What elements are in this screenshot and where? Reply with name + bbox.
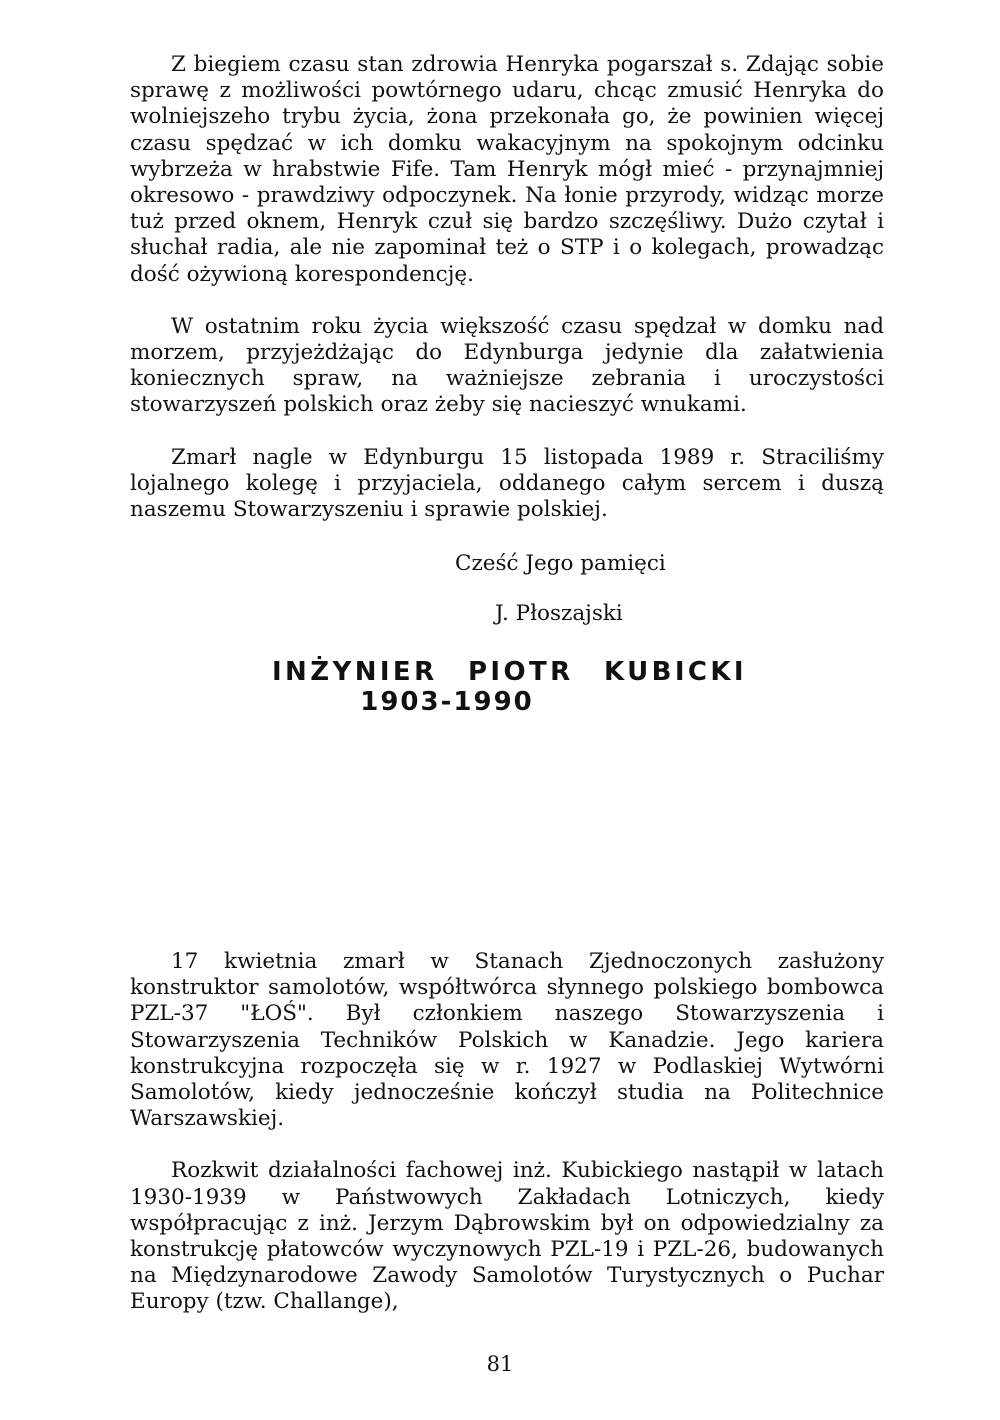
paragraph-health: Z biegiem czasu stan zdrowia Henryka pogarszał s. Zdając sobie sprawę z możliwości powtórnego udaru, chcąc zmusić Henryka do wolniejszeho trybu życia, żona przekonała go, że powinien więcej czasu spędzać w ich domku wakacyjnym na spokojnym odcinku wybrzeża w hrabstwie Fife. Tam Henryk mógł mieć - przynajmniej okresowo - prawdziwy odpoczynek. Na łonie przyrody, widząc morze tuż przed oknem, Henryk czuł się bardzo szczęśliwy. Dużo czytał i słuchał radia, ale nie zapominał też o STP i o kolegach, prowadząc dość ożywioną korespondencję. [130,52,884,287]
closing-line: Cześć Jego pamięci [455,551,666,577]
heading-title: INŻYNIER PIOTR KUBICKI [271,657,748,688]
heading-years: 1903-1990 [360,687,534,718]
paragraph-kubicki-intro: 17 kwietnia zmarł w Stanach Zjednoczonych zasłużony konstruktor samolotów, współtwórca słynnego polskiego bombowca PZL-37 "ŁOŚ". Był członkiem naszego Stowarzyszenia i Stowarzyszenia Techników Polskich w Kanadzie. Jego kariera konstrukcyjna rozpoczęła się w r. 1927 w Podlaskiej Wytwórni Samolotów, kiedy jednocześnie kończył studia na Politechnice Warszawskiej. [130,949,884,1132]
page-lower-block [130,949,884,1316]
paragraph-death: Zmarł nagle w Edynburgu 15 listopada 1989 r. Straciliśmy lojalnego kolegę i przyjaciela, oddanego całym sercem i duszą naszemu Stowarzyszeniu i sprawie polskiej. [130,444,884,523]
paragraph-kubicki-career: Rozkwit działalności fachowej inż. Kubickiego nastąpił w latach 1930-1939 w Państwowych Zakładach Lotniczych, kiedy współpracując z inż. Jerzym Dąbrowskim był on odpowiedzialny za konstrukcję płatowców wyczynowych PZL-19 i PZL-26, budowanych na Międzynarodowe Zawody Samolotów Turystycznych o Puchar Europy (tzw. Challange), [130,1158,884,1315]
obituary-heading [130,657,884,718]
page-number: 81 [486,1352,514,1376]
paragraph-last-year: W ostatnim roku życia większość czasu spędzał w domku nad morzem, przyjeżdżając do Edynburga jedynie dla załatwienia koniecznych spraw, na ważniejsze zebrania i uroczystości stowarzyszeń polskich oraz żeby się nacieszyć wnukami. [130,313,884,418]
page-upper-block [130,52,884,718]
author-signature: J. Płoszajski [495,601,623,627]
